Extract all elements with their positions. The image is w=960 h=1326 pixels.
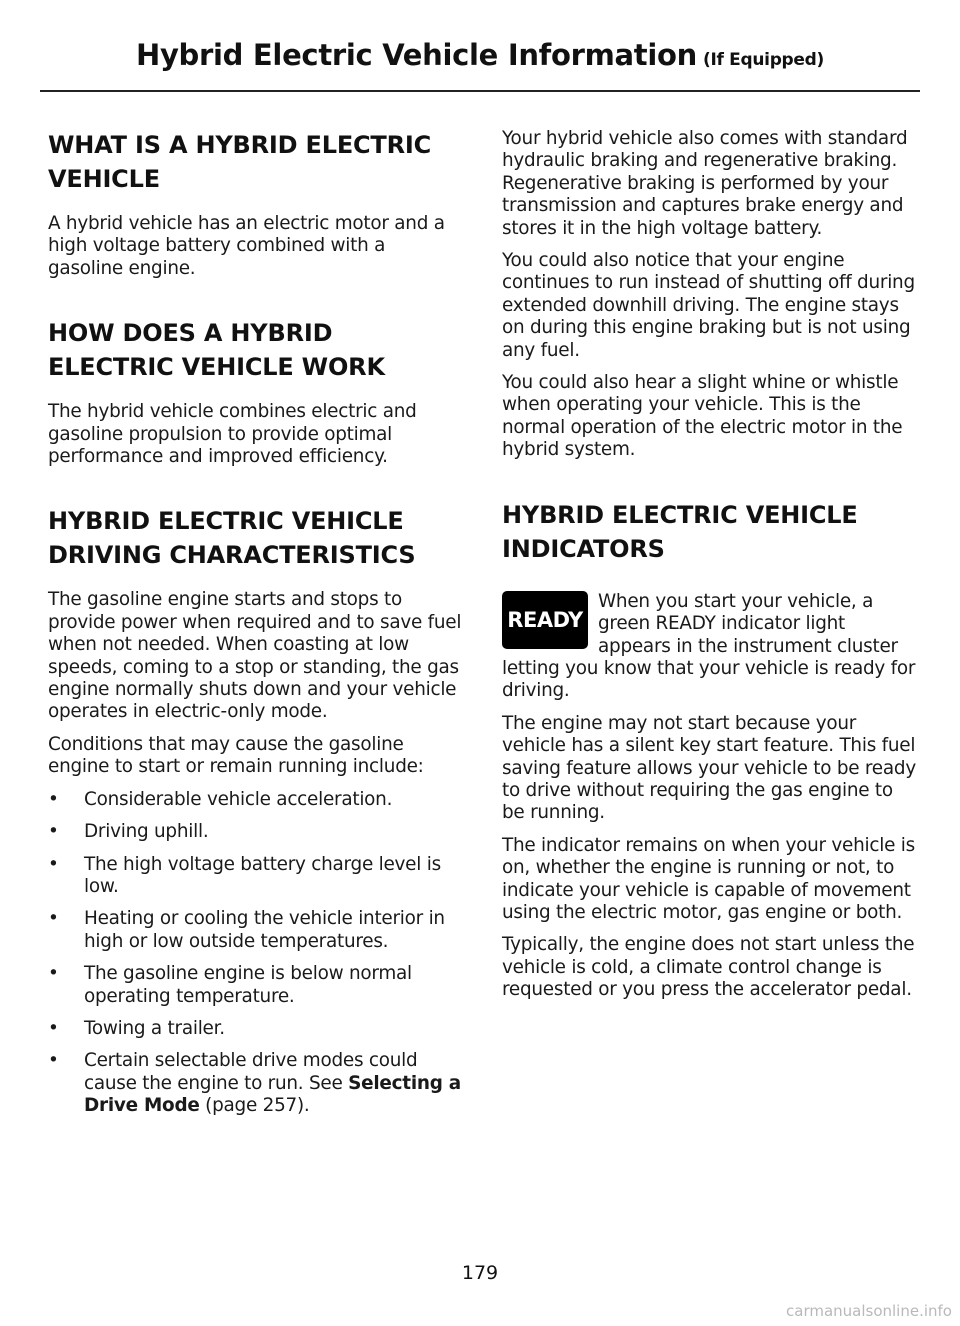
paragraph: You could also notice that your engine continues to run instead of shutting off during extended downhill driving. The engine stays on during this engine braking but is not using any fuel. — [502, 250, 915, 361]
bullet-icon: • — [48, 821, 59, 843]
section-heading-how-works: HOW DOES A HYBRID ELECTRIC VEHICLE WORK — [48, 319, 385, 382]
paragraph: A hybrid vehicle has an electric motor and a high voltage battery combined with a gasoline engine. — [48, 213, 445, 279]
ready-indicator-block — [502, 591, 918, 703]
left-column — [48, 128, 464, 1118]
bullet-icon: • — [48, 908, 59, 930]
list-item: • Heating or cooling the vehicle interior in high or low outside temperatures. — [48, 908, 445, 952]
paragraph: You could also hear a slight whine or whistle when operating your vehicle. This is the normal operation of the electric motor in the hybrid system. — [502, 372, 903, 461]
paragraph: The engine may not start because your vehicle has a silent key start feature. This fuel saving feature allows your vehicle to be ready to drive without requiring the gas engine to be running. — [502, 712, 916, 824]
list-item: • The gasoline engine is below normal operating temperature. — [48, 963, 412, 1007]
list-item: • Certain selectable drive modes could cause the engine to run. See Selecting a Drive Mode (page 257). — [48, 1050, 461, 1117]
page-title — [40, 38, 920, 72]
paragraph: Conditions that may cause the gasoline engine to start or remain running include: — [48, 733, 424, 778]
bullet-icon: • — [48, 1050, 59, 1072]
list-item: • Towing a trailer. — [48, 1017, 225, 1039]
list-item: • Driving uphill. — [48, 821, 209, 843]
cross-reference-link[interactable]: Selecting a Drive Mode — [84, 1072, 461, 1117]
list-item: • The high voltage battery charge level is low. — [48, 853, 441, 897]
page-number: 179 — [461, 1262, 499, 1284]
paragraph: The indicator remains on when your vehicle is on, whether the engine is running or not, to indicate your vehicle is capable of movement using the electric motor, gas engine or both. — [502, 834, 915, 923]
page-title-subtitle: (If Equipped) — [702, 50, 824, 70]
conditions-list — [48, 789, 464, 1118]
watermark: carmanualsonline.info — [786, 1302, 952, 1320]
paragraph: Your hybrid vehicle also comes with standard hydraulic braking and regenerative braking. Regenerative braking is performed by your transmission and captures brake energy and stores it in the high voltage battery. — [502, 128, 908, 239]
section-heading-driving-characteristics: HYBRID ELECTRIC VEHICLE DRIVING CHARACTERISTICS — [48, 507, 416, 570]
section-heading-what-is: WHAT IS A HYBRID ELECTRIC VEHICLE — [48, 131, 432, 193]
right-column — [502, 128, 918, 1002]
list-item: • Considerable vehicle acceleration. — [48, 788, 393, 810]
bullet-icon: • — [48, 788, 59, 810]
header-divider — [40, 90, 920, 92]
bullet-icon: • — [48, 1017, 59, 1039]
bullet-icon: • — [48, 853, 59, 875]
ready-indicator-icon: READY — [502, 591, 588, 649]
bullet-icon: • — [48, 963, 59, 985]
paragraph: When you start your vehicle, a green READY indicator light appears in the instrument cluster letting you know that your vehicle is ready for driving. — [502, 590, 916, 702]
paragraph: The gasoline engine starts and stops to provide power when required and to save fuel when not needed. When coasting at low speeds, coming to a stop or standing, the gas engine normally shuts down and your vehicle operates in electric-only mode. — [48, 589, 462, 723]
page-title-text: Hybrid Electric Vehicle Information — [135, 38, 697, 72]
paragraph: The hybrid vehicle combines electric and gasoline propulsion to provide optimal performance and improved efficiency. — [48, 401, 417, 468]
section-heading-indicators: HYBRID ELECTRIC VEHICLE INDICATORS — [502, 500, 858, 563]
paragraph: Typically, the engine does not start unless the vehicle is cold, a climate control change is requested or you press the accelerator pedal. — [502, 934, 915, 1001]
